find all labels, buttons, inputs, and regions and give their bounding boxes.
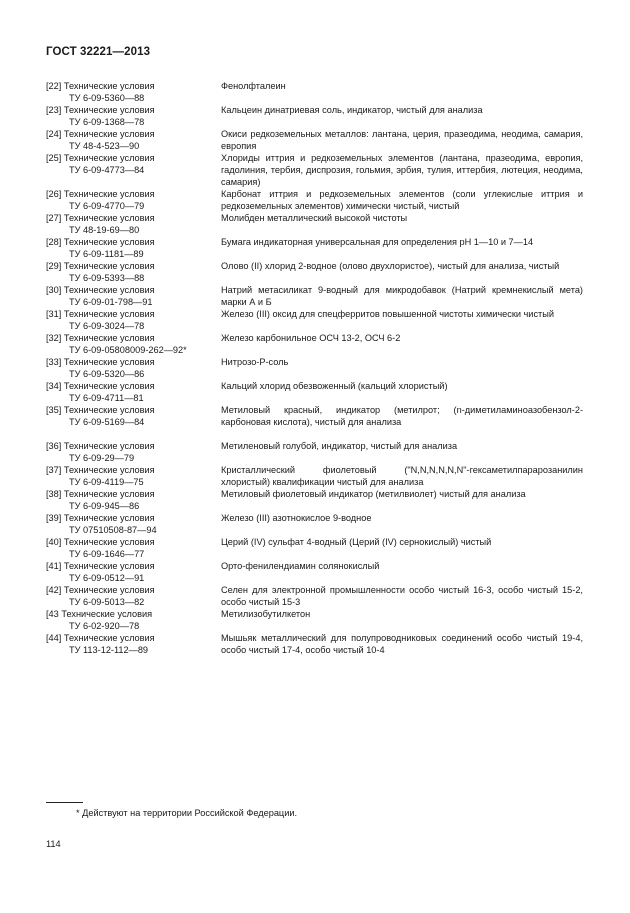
reference-number: [35] [46, 405, 62, 415]
reference-doc-type: Технические условия [63, 153, 155, 163]
reference-number: [42] [46, 585, 62, 595]
reference-description: Железо (III) оксид для спецферритов повышенной чистоты химически чистый [221, 309, 554, 319]
reference-code: ТУ 6-09-5393—88 [69, 272, 145, 283]
reference-number: [26] [46, 189, 62, 199]
footnote-divider [46, 802, 83, 803]
reference-number: [40] [46, 537, 62, 547]
reference-description: Хлориды иттрия и редкоземельных элементов (лантана, празеодима, европия, гадолиния, тербия, диспрозия, гольмия, эрбия, тулия, иттербия, лютеция, неодима, самария) [221, 153, 583, 187]
reference-number: [28] [46, 237, 62, 247]
reference-code: ТУ 6-09-945—86 [69, 500, 140, 511]
reference-description: Бумага индикаторная универсальная для определения pH 1—10 и 7—14 [221, 237, 534, 247]
reference-number: [24] [46, 129, 62, 139]
reference-source [46, 381, 216, 405]
reference-source [46, 285, 216, 309]
reference-source [46, 237, 216, 261]
reference-code: ТУ 6-02-920—78 [69, 620, 140, 631]
reference-code: ТУ 6-09-4119—75 [69, 476, 144, 487]
reference-doc-type: Технические условия [63, 585, 155, 595]
reference-code: ТУ 6-09-3024—78 [69, 320, 145, 331]
reference-doc-type: Технические условия [63, 513, 155, 523]
reference-source [46, 213, 216, 237]
reference-code: ТУ 6-09-1181—89 [69, 248, 144, 259]
reference-doc-type: Технические условия [63, 285, 155, 295]
reference-source [46, 513, 216, 537]
reference-code: ТУ 6-09-1646—77 [69, 548, 145, 559]
reference-description: Олово (II) хлорид 2-водное (олово двухлористое), чистый для анализа, чистый [221, 261, 560, 271]
reference-doc-type: Технические условия [63, 81, 155, 91]
reference-description: Метилизобутилкетон [221, 609, 311, 619]
reference-description: Метиловый фиолетовый индикатор (метилвиолет) чистый для анализа [221, 489, 526, 499]
reference-description: Железо карбонильное ОСЧ 13-2, ОСЧ 6-2 [221, 333, 401, 343]
reference-description: Железо (III) азотнокислое 9-водное [221, 513, 372, 523]
reference-source [46, 561, 216, 585]
reference-code: ТУ 6-09-4773—84 [69, 164, 145, 175]
reference-number: [38] [46, 489, 62, 499]
footnote: * Действуют на территории Российской Федерации. [76, 808, 298, 818]
reference-description: Мышьяк металлический для полупроводниковых соединений особо чистый 19-4, особо чистый 17-4, особо чистый 10-4 [221, 633, 583, 655]
reference-code: ТУ 6-09-1368—78 [69, 116, 145, 127]
reference-description: Селен для электронной промышленности особо чистый 16-3, особо чистый 15-2, особо чистый 15-3 [221, 585, 583, 607]
reference-doc-type: Технические условия [63, 465, 155, 475]
reference-number: [37] [46, 465, 62, 475]
reference-number: [29] [46, 261, 62, 271]
reference-source [46, 153, 216, 177]
reference-code: ТУ 48-19-69—80 [69, 224, 140, 235]
reference-doc-type: Технические условия [63, 357, 155, 367]
reference-doc-type: Технические условия [63, 537, 155, 547]
reference-description: Натрий метасиликат 9-водный для микродобавок (Натрий кремнекислый мета) марки А и Б [221, 285, 583, 307]
reference-source [46, 537, 216, 561]
reference-code: ТУ 6-09-4711—81 [69, 392, 144, 403]
reference-number: [31] [46, 309, 62, 319]
reference-description: Орто-фенилендиамин солянокислый [221, 561, 380, 571]
reference-doc-type: Технические условия [61, 609, 153, 619]
reference-number: [22] [46, 81, 62, 91]
reference-number: [30] [46, 285, 62, 295]
reference-number: [34] [46, 381, 62, 391]
reference-code: ТУ 07510508-87—94 [69, 524, 157, 535]
reference-number: [33] [46, 357, 62, 367]
reference-code: ТУ 6-09-0512—91 [69, 572, 145, 583]
reference-doc-type: Технические условия [63, 189, 155, 199]
reference-number: [23] [46, 105, 62, 115]
reference-code: ТУ 6-09-5013—82 [69, 596, 145, 607]
reference-number: [32] [46, 333, 62, 343]
reference-description: Молибден металлический высокой чистоты [221, 213, 408, 223]
reference-description: Метиловый красный, индикатор (метилрот; (n-диметиламиноазобензол-2-карбоновая кислота), чистый для анализа [221, 405, 583, 427]
reference-description: Метиленовый голубой, индикатор, чистый для анализа [221, 441, 458, 451]
reference-doc-type: Технические условия [63, 561, 155, 571]
reference-description: Нитрозо-Р-соль [221, 357, 289, 367]
reference-doc-type: Технические условия [63, 237, 155, 247]
reference-code: ТУ 6-09-5169—84 [69, 416, 145, 427]
reference-code: ТУ 6-09-29—79 [69, 452, 135, 463]
reference-description: Фенолфталеин [221, 81, 286, 91]
reference-code: ТУ 6-09-01-798—91 [69, 296, 153, 307]
reference-source [46, 609, 216, 633]
reference-source [46, 585, 216, 609]
reference-source [46, 633, 216, 657]
reference-source [46, 465, 216, 489]
reference-number: [25] [46, 153, 62, 163]
reference-source [46, 105, 216, 129]
reference-number: [41] [46, 561, 62, 571]
reference-description: Окиси редкоземельных металлов: лантана, церия, празеодима, неодима, самария, европия [221, 129, 583, 151]
reference-doc-type: Технические условия [63, 261, 155, 271]
reference-code: ТУ 6-09-05808009-262—92* [69, 344, 187, 355]
reference-description: Кальцеин динатриевая соль, индикатор, чистый для анализа [221, 105, 483, 115]
reference-description: Церий (IV) сульфат 4-водный (Церий (IV) сернокислый) чистый [221, 537, 492, 547]
reference-source [46, 405, 216, 429]
document-header: ГОСТ 32221—2013 [46, 46, 151, 58]
reference-doc-type: Технические условия [63, 213, 155, 223]
reference-doc-type: Технические условия [63, 105, 155, 115]
reference-code: ТУ 113-12-112—89 [69, 644, 149, 655]
reference-doc-type: Технические условия [63, 381, 155, 391]
reference-doc-type: Технические условия [63, 333, 155, 343]
reference-source [46, 333, 216, 357]
reference-source [46, 357, 216, 381]
reference-description: Кальций хлорид обезвоженный (кальций хлористый) [221, 381, 448, 391]
reference-doc-type: Технические условия [63, 489, 155, 499]
reference-code: ТУ 6-09-5320—86 [69, 368, 145, 379]
reference-source [46, 309, 216, 333]
reference-doc-type: Технические условия [63, 129, 155, 139]
reference-description: Карбонат иттрия и редкоземельных элементов (соли углекислые иттрия и редкоземельных элементов) химически чистый, чистый [221, 189, 583, 211]
reference-source [46, 489, 216, 513]
reference-number: [44] [46, 633, 62, 643]
reference-source [46, 441, 216, 465]
reference-doc-type: Технические условия [63, 405, 155, 415]
reference-code: ТУ 6-09-5360—88 [69, 92, 145, 103]
reference-number: [27] [46, 213, 62, 223]
reference-source [46, 81, 216, 105]
reference-doc-type: Технические условия [63, 309, 155, 319]
reference-number: [36] [46, 441, 62, 451]
reference-description: Кристаллический фиолетовый ("N,N,N,N,N,N"-гексаметилпарарозанилин хлористый) квалификации чистый для анализа [221, 465, 583, 487]
reference-number: [39] [46, 513, 62, 523]
page-number: 114 [46, 839, 61, 849]
reference-doc-type: Технические условия [63, 441, 155, 451]
reference-code: ТУ 6-09-4770—79 [69, 200, 145, 211]
reference-source [46, 261, 216, 285]
reference-source [46, 129, 216, 153]
reference-doc-type: Технические условия [63, 633, 155, 643]
reference-number: [43 [46, 609, 59, 619]
reference-source [46, 189, 216, 213]
reference-code: ТУ 48-4-523—90 [69, 140, 140, 151]
